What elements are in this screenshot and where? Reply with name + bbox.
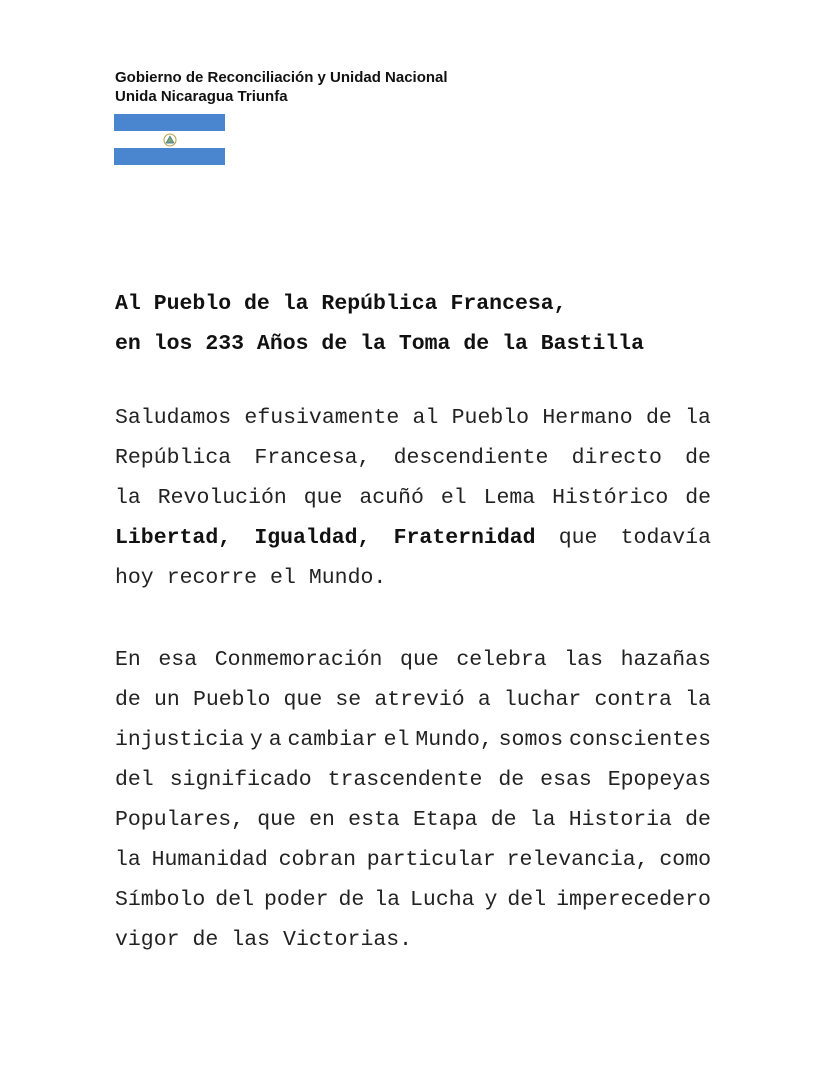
word: del: [215, 888, 255, 912]
word: contra: [594, 688, 672, 712]
word: la: [529, 808, 556, 832]
word: a: [268, 728, 282, 752]
word: recorre: [166, 566, 258, 590]
word: la: [685, 406, 711, 430]
word: esta: [348, 808, 400, 832]
word: al: [412, 406, 439, 430]
word: hazañas: [620, 648, 711, 672]
word: esas: [540, 768, 592, 792]
word: las: [564, 648, 603, 672]
paragraph-line: [115, 840, 711, 880]
word: la: [115, 486, 141, 510]
word: Francesa,: [254, 446, 371, 470]
word: que: [257, 808, 296, 832]
word: Pueblo: [451, 406, 530, 430]
word: República: [115, 446, 232, 470]
word: Revolución: [157, 486, 287, 510]
word: vigor: [115, 928, 180, 952]
paragraph-1: [115, 398, 711, 598]
word: directo: [571, 446, 662, 470]
word: Histórico: [552, 486, 669, 510]
word: de: [685, 446, 711, 470]
word: de: [490, 808, 517, 832]
word: de: [498, 768, 525, 792]
paragraph-line: [115, 558, 711, 598]
word: acuñó: [359, 486, 424, 510]
document-title: [115, 284, 715, 364]
word: En: [115, 648, 141, 672]
word: injusticia: [115, 728, 245, 752]
letterhead-motto: Unida Nicaragua Triunfa: [115, 88, 288, 105]
word: imperecedero: [556, 888, 711, 912]
word: y: [484, 888, 498, 912]
word: hoy: [115, 566, 154, 590]
paragraph-line: [115, 880, 711, 920]
word: que: [400, 648, 439, 672]
word: Victorias.: [283, 928, 413, 952]
word: Mundo,: [415, 728, 493, 752]
word: Lucha: [410, 888, 475, 912]
word: esa: [158, 648, 198, 672]
motto-word-libertad: Libertad,: [115, 526, 232, 550]
word: se: [335, 688, 362, 712]
word: Pueblo: [192, 688, 271, 712]
paragraph-line: [115, 760, 711, 800]
word: Símbolo: [115, 888, 206, 912]
word: que: [558, 526, 598, 550]
paragraph-line: [115, 518, 711, 558]
word: la: [115, 848, 141, 872]
word: el: [440, 486, 467, 510]
word: Mundo.: [308, 566, 387, 590]
letterhead: [115, 68, 448, 106]
word: y: [249, 728, 263, 752]
flag-top-stripe: [114, 114, 225, 131]
paragraph-line: [115, 720, 711, 760]
word: cambiar: [287, 728, 378, 752]
word: la: [685, 688, 711, 712]
word: Saludamos: [115, 406, 232, 430]
motto-word-igualdad: Igualdad,: [254, 526, 371, 550]
paragraph-line: [115, 478, 711, 518]
word: del: [115, 768, 154, 792]
word: Hermano: [542, 406, 633, 430]
paragraph-line: [115, 398, 711, 438]
word: Etapa: [412, 808, 478, 832]
word: de: [685, 808, 711, 832]
word: como: [659, 848, 711, 872]
word: Lema: [483, 486, 536, 510]
word: efusivamente: [244, 406, 400, 430]
word: trascendente: [327, 768, 483, 792]
word: de: [338, 888, 365, 912]
word: en: [309, 808, 335, 832]
word: de: [115, 688, 141, 712]
word: todavía: [620, 526, 711, 550]
word: un: [153, 688, 180, 712]
paragraph-2: [115, 640, 711, 960]
word: de: [192, 928, 219, 952]
word: Conmemoración: [214, 648, 383, 672]
title-line-2: en los 233 Años de la Toma de la Bastilla: [115, 332, 644, 356]
word: cobran: [278, 848, 356, 872]
word: luchar: [503, 688, 582, 712]
word: Humanidad: [151, 848, 268, 872]
flag-bottom-stripe: [114, 148, 225, 165]
word: que: [283, 688, 323, 712]
word: Epopeyas: [607, 768, 711, 792]
paragraph-line: [115, 438, 711, 478]
word: poder: [263, 888, 329, 912]
word: conscientes: [569, 728, 711, 752]
nicaragua-flag-icon: [114, 114, 225, 165]
word: Historia: [568, 808, 672, 832]
word: relevancia,: [506, 848, 649, 872]
letterhead-government: Gobierno de Reconciliación y Unidad Nacional: [115, 69, 448, 86]
title-line-1: Al Pueblo de la República Francesa,: [115, 292, 567, 316]
paragraph-line: [115, 920, 711, 960]
word: la: [374, 888, 401, 912]
word: somos: [498, 728, 564, 752]
motto-word-fraternidad: Fraternidad: [393, 526, 536, 550]
word: a: [477, 688, 491, 712]
paragraph-line: [115, 800, 711, 840]
word: el: [270, 566, 296, 590]
word: particular: [366, 848, 496, 872]
word: las: [231, 928, 271, 952]
word: del: [507, 888, 547, 912]
paragraph-line: [115, 680, 711, 720]
paragraph-line: [115, 640, 711, 680]
word: de: [685, 486, 711, 510]
word: el: [383, 728, 410, 752]
word: que: [303, 486, 343, 510]
coat-of-arms-icon: [161, 133, 179, 147]
word: descendiente: [393, 446, 549, 470]
word: Populares,: [115, 808, 245, 832]
word: de: [646, 406, 672, 430]
word: celebra: [456, 648, 547, 672]
word: significado: [169, 768, 312, 792]
word: atrevió: [374, 688, 465, 712]
